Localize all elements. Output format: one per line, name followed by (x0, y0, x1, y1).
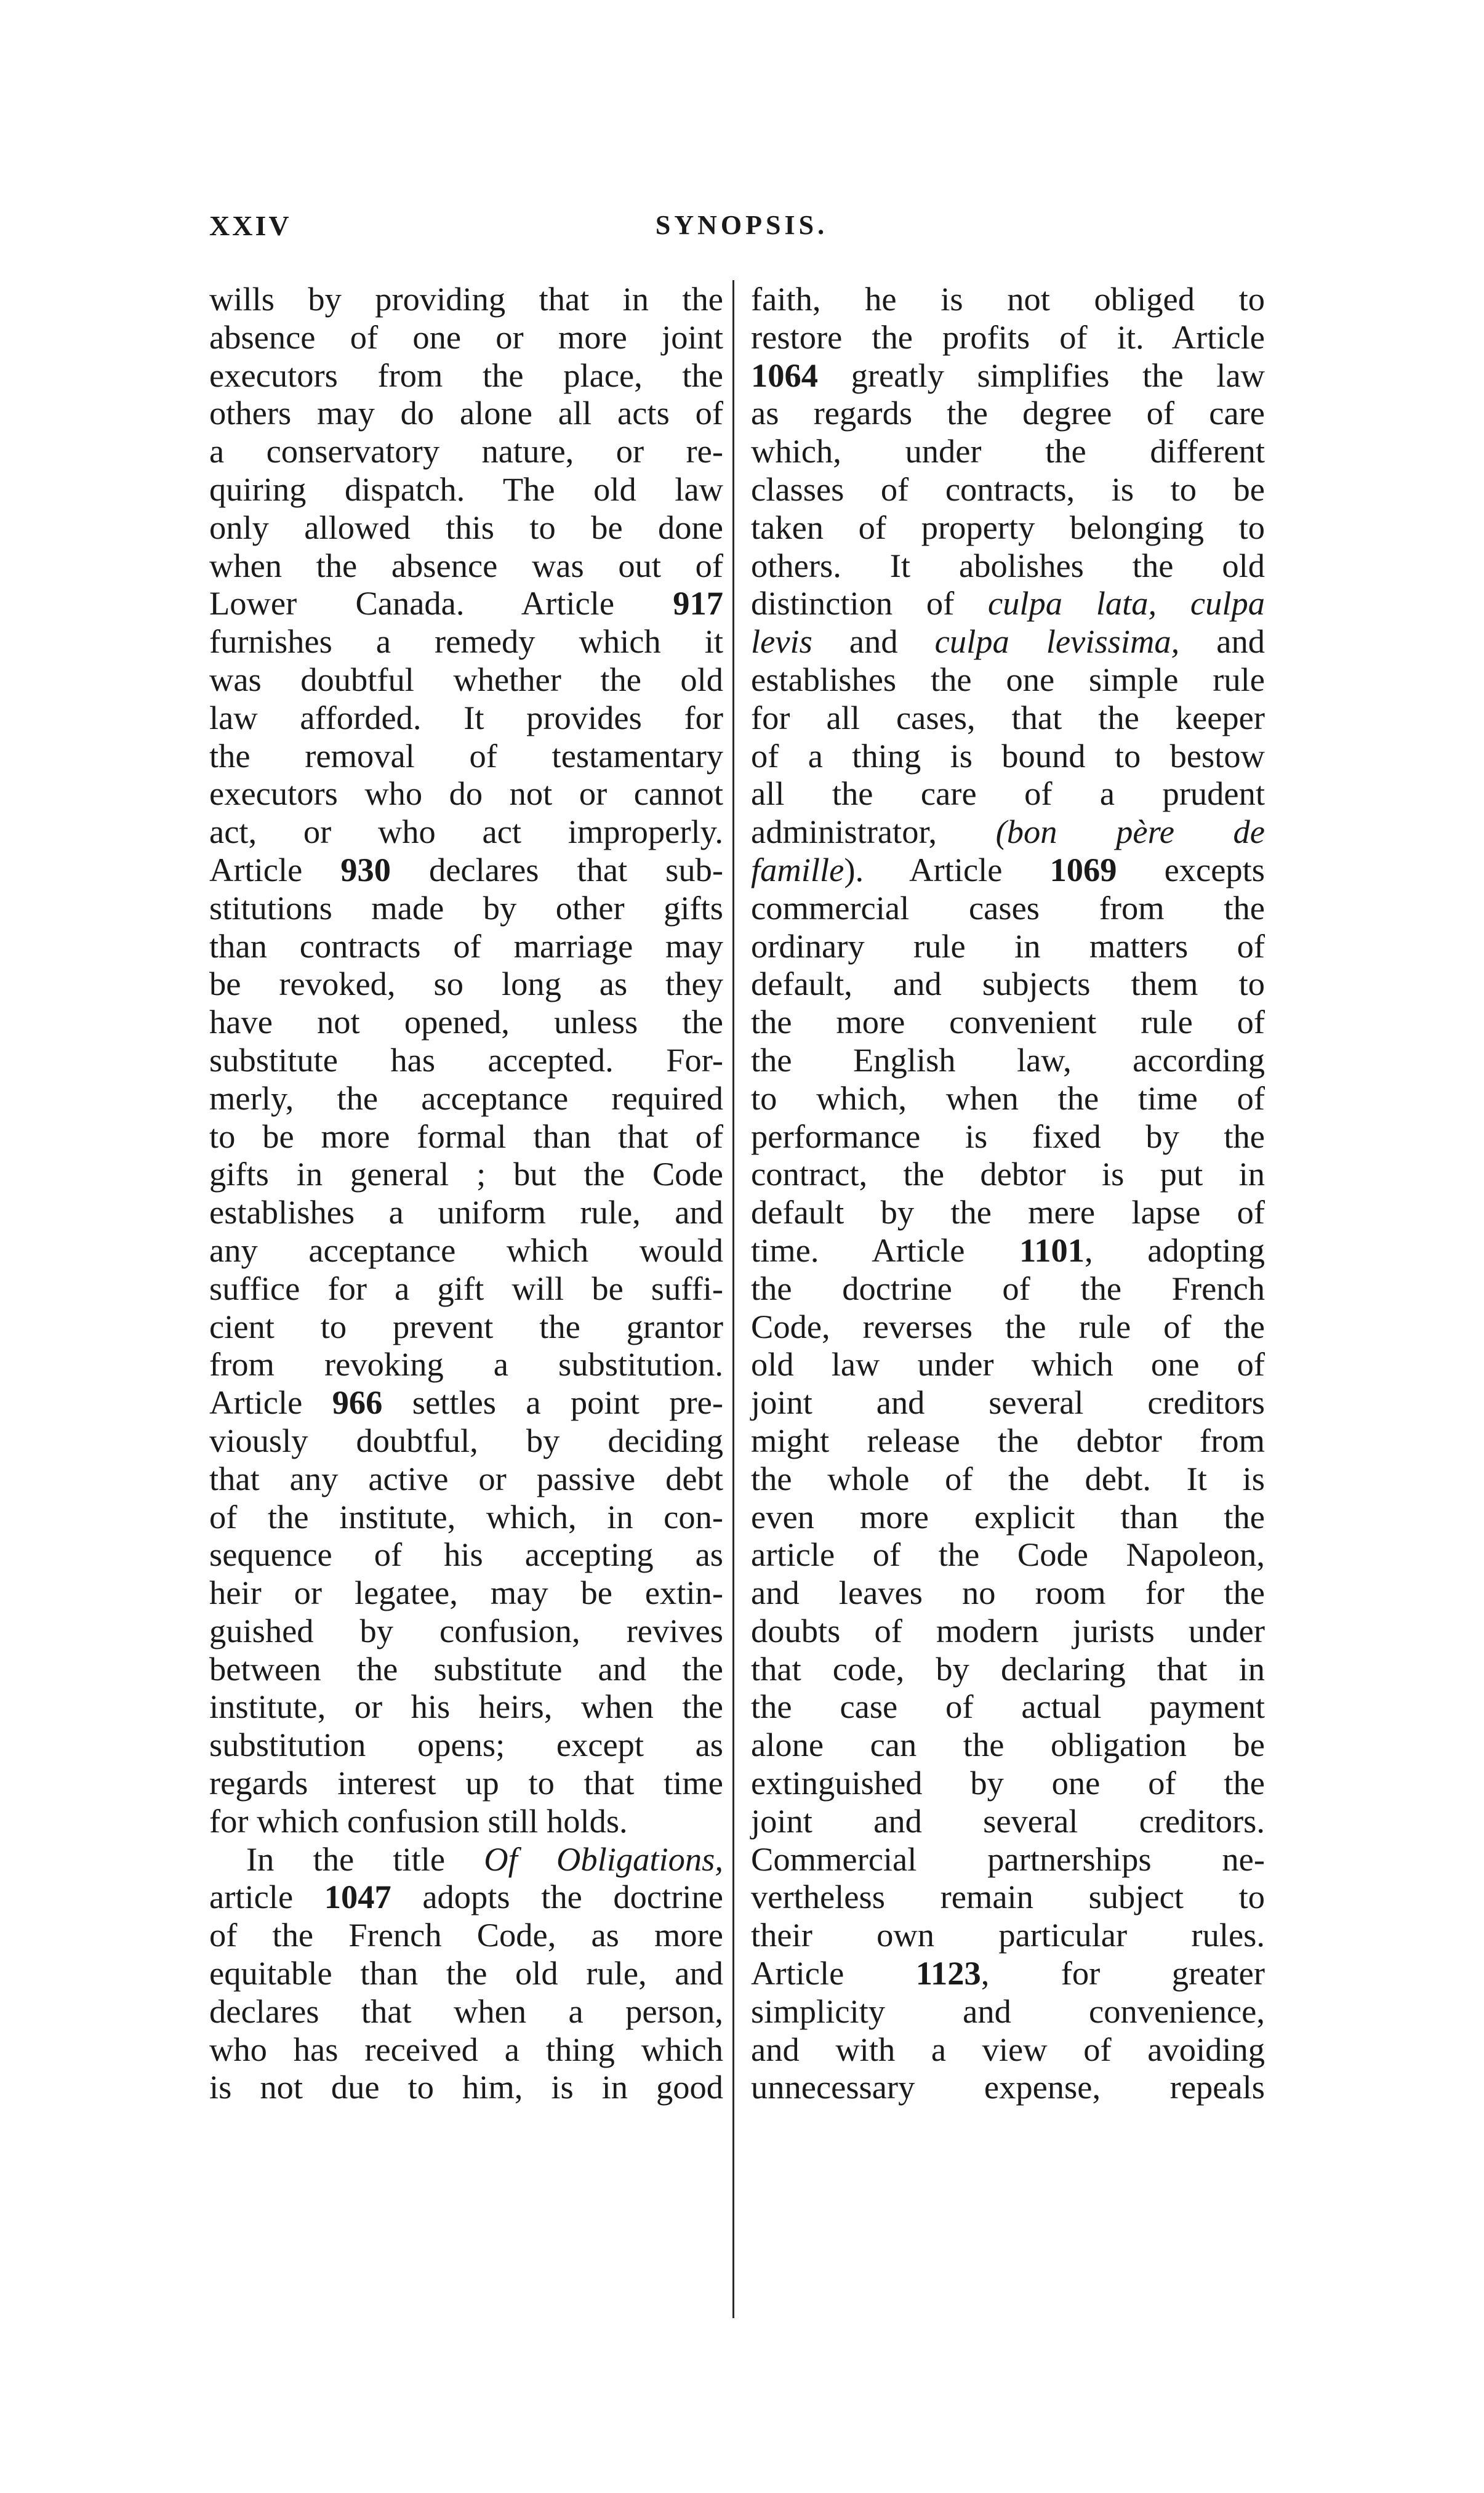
text-line: famille). Article 1069 excepts (751, 850, 1265, 888)
text-line: declares that when a person, (209, 1992, 723, 2030)
text-line: gifts in general ; but the Code (209, 1155, 723, 1193)
text-line: default, and subjects them to (751, 965, 1265, 1003)
text-line: viously doubtful, by deciding (209, 1421, 723, 1459)
text-line: wills by providing that in the (209, 280, 723, 318)
text-line: article of the Code Napoleon, (751, 1536, 1265, 1574)
text-line: article 1047 adopts the doctrine (209, 1878, 723, 1916)
text-line: which, under the different (751, 432, 1265, 470)
text-line: substitute has accepted. For- (209, 1041, 723, 1079)
text-line: performance is fixed by the (751, 1117, 1265, 1155)
text-line: from revoking a substitution. (209, 1345, 723, 1383)
right-column (751, 280, 1265, 2106)
text-line: any acceptance which would (209, 1231, 723, 1269)
text-line: commercial cases from the (751, 888, 1265, 927)
page-number: XXIV (209, 210, 292, 241)
text-line: the English law, according (751, 1041, 1265, 1079)
text-line: merly, the acceptance required (209, 1079, 723, 1117)
text-line: and leaves no room for the (751, 1574, 1265, 1612)
text-line: the doctrine of the French (751, 1269, 1265, 1307)
text-line: the whole of the debt. It is (751, 1459, 1265, 1497)
text-line: to which, when the time of (751, 1079, 1265, 1117)
text-line: than contracts of marriage may (209, 927, 723, 965)
text-line: be revoked, so long as they (209, 965, 723, 1003)
text-line: taken of property belonging to (751, 508, 1265, 546)
page-header (209, 209, 1274, 252)
text-line: when the absence was out of (209, 546, 723, 584)
text-line: contract, the debtor is put in (751, 1155, 1265, 1193)
text-line: Code, reverses the rule of the (751, 1307, 1265, 1345)
text-line: extinguished by one of the (751, 1764, 1265, 1802)
text-line: a conservatory nature, or re- (209, 432, 723, 470)
text-line: have not opened, unless the (209, 1003, 723, 1041)
text-line: furnishes a remedy which it (209, 622, 723, 661)
text-line: even more explicit than the (751, 1497, 1265, 1536)
text-line: administrator, (bon père de (751, 813, 1265, 851)
text-line: law afforded. It provides for (209, 698, 723, 736)
text-line: time. Article 1101, adopting (751, 1231, 1265, 1269)
column-divider (732, 280, 734, 2318)
text-line: was doubtful whether the old (209, 660, 723, 698)
text-line: to be more formal than that of (209, 1117, 723, 1155)
text-line: others. It abolishes the old (751, 546, 1265, 584)
text-line: as regards the degree of care (751, 394, 1265, 432)
text-line: Commercial partnerships ne- (751, 1840, 1265, 1878)
article-number: 966 (332, 1383, 383, 1422)
article-number: 1047 (324, 1878, 391, 1916)
text-line: institute, or his heirs, when the (209, 1688, 723, 1726)
text-line: only allowed this to be done (209, 508, 723, 546)
text-line: suffice for a gift will be suffi- (209, 1269, 723, 1307)
text-line: levis and culpa levissima, and (751, 622, 1265, 661)
text-line: joint and several creditors (751, 1383, 1265, 1422)
text-line: who has received a thing which (209, 2030, 723, 2068)
text-line: ordinary rule in matters of (751, 927, 1265, 965)
text-line: executors who do not or cannot (209, 775, 723, 813)
text-line: heir or legatee, may be extin- (209, 1574, 723, 1612)
text-line: 1064 greatly simplifies the law (751, 356, 1265, 394)
text-line: that code, by declaring that in (751, 1649, 1265, 1688)
text-line: stitutions made by other gifts (209, 888, 723, 927)
text-line: restore the profits of it. Article (751, 318, 1265, 356)
latin-term: culpa levissima, (934, 622, 1180, 661)
text-line: doubts of modern jurists under (751, 1611, 1265, 1649)
text-line: establishes a uniform rule, and (209, 1193, 723, 1231)
latin-term: levis (751, 622, 812, 661)
text-line: for which confusion still holds. (209, 1802, 628, 1840)
text-line: the case of actual payment (751, 1688, 1265, 1726)
text-line: the more convenient rule of (751, 1003, 1265, 1041)
text-line: simplicity and convenience, (751, 1992, 1265, 2030)
text-line: guished by confusion, revives (209, 1611, 723, 1649)
text-line: quiring dispatch. The old law (209, 470, 723, 508)
text-line: establishes the one simple rule (751, 660, 1265, 698)
text-line: regards interest up to that time (209, 1764, 723, 1802)
text-line: joint and several creditors. (751, 1802, 1265, 1840)
text-line: alone can the obligation be (751, 1726, 1265, 1764)
text-line: act, or who act improperly. (209, 813, 723, 851)
text-line: equitable than the old rule, and (209, 1954, 723, 1992)
french-term: (bon père de (995, 813, 1265, 851)
title-name: Of Obligations, (484, 1840, 723, 1878)
text-line: cient to prevent the grantor (209, 1307, 723, 1345)
text-line: that any active or passive debt (209, 1459, 723, 1497)
text-line: faith, he is not obliged to (751, 280, 1265, 318)
text-line: sequence of his accepting as (209, 1536, 723, 1574)
text-line: of a thing is bound to bestow (751, 736, 1265, 775)
text-line: is not due to him, is in good (209, 2068, 723, 2106)
text-line: Article 1123, for greater (751, 1954, 1265, 1992)
running-title: SYNOPSIS. (655, 210, 828, 240)
text-line: classes of contracts, is to be (751, 470, 1265, 508)
latin-term: culpa lata, culpa (987, 584, 1265, 622)
text-line: unnecessary expense, repeals (751, 2068, 1265, 2106)
text-line: Article 930 declares that sub- (209, 850, 724, 888)
text-line: executors from the place, the (209, 356, 723, 394)
text-line: distinction of culpa lata, culpa (751, 584, 1265, 622)
left-column (209, 280, 723, 2106)
text-line: substitution opens; except as (209, 1726, 723, 1764)
text-line: might release the debtor from (751, 1421, 1265, 1459)
article-number: 930 (340, 850, 391, 888)
text-line: between the substitute and the (209, 1649, 723, 1688)
text-line: Lower Canada. Article 917 (209, 584, 723, 622)
text-line: of the institute, which, in con- (209, 1497, 723, 1536)
article-number: 917 (673, 584, 723, 622)
article-number: 1101 (1019, 1231, 1085, 1269)
article-number: 1064 (751, 356, 818, 394)
text-line: absence of one or more joint (209, 318, 723, 356)
text-line: In the title Of Obligations, (246, 1840, 723, 1878)
article-number: 1069 (1049, 850, 1117, 888)
text-line: and with a view of avoiding (751, 2030, 1265, 2068)
text-line: Article 966 settles a point pre- (209, 1383, 724, 1422)
article-number: 1123 (915, 1954, 981, 1992)
text-line: default by the mere lapse of (751, 1193, 1265, 1231)
text-line: old law under which one of (751, 1345, 1265, 1383)
text-line: their own particular rules. (751, 1916, 1265, 1954)
text-line: for all cases, that the keeper (751, 698, 1265, 736)
text-line: the removal of testamentary (209, 736, 723, 775)
french-term: famille (751, 850, 844, 888)
text-line: vertheless remain subject to (751, 1878, 1265, 1916)
text-line: others may do alone all acts of (209, 394, 723, 432)
text-line: all the care of a prudent (751, 775, 1265, 813)
text-line: of the French Code, as more (209, 1916, 723, 1954)
